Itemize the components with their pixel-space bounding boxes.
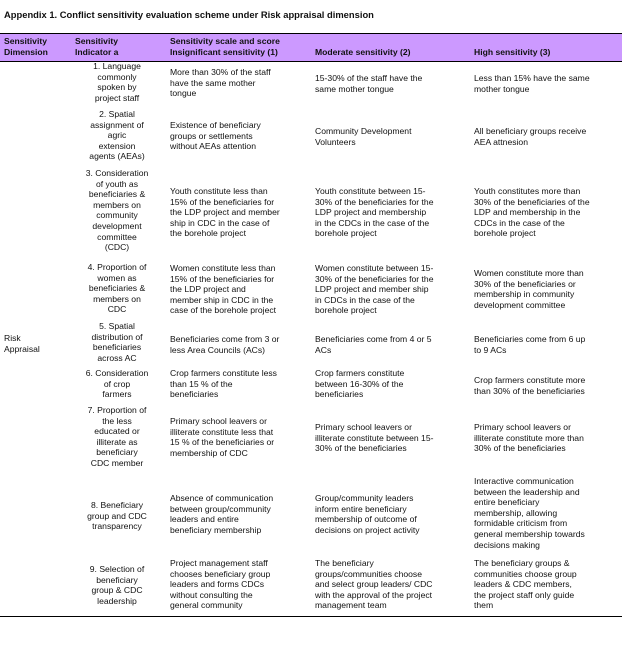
- row-9-moderate: The beneficiary groups/communities choose and select group leaders/ CDC with the approval of the project management team: [315, 558, 433, 611]
- row-2-indicator: 2. Spatial assignment of agric extension agents (AEAs): [89, 109, 145, 162]
- row-4-high: Women constitute more than 30% of the beneficiaries or membership in community development committee: [474, 268, 584, 310]
- row-7-moderate: Primary school leavers or illiterate constitute between 15- 30% of the beneficiaries: [315, 422, 434, 454]
- header-dimension: Sensitivity Dimension: [4, 36, 48, 57]
- row-7-high: Primary school leavers or illiterate constitute more than 30% of the beneficiaries: [474, 422, 584, 454]
- row-7-indicator: 7. Proportion of the less educated or illiterate as beneficiary CDC member: [87, 405, 147, 468]
- row-3-moderate: Youth constitute between 15- 30% of the beneficiaries for the LDP project and membership in the CDCs in the case of the borehole project: [315, 186, 434, 239]
- row-9-insignificant: Project management staff chooses beneficiary group leaders and forms CDCs without consulting the general community: [170, 558, 271, 611]
- row-3-indicator: 3. Consideration of youth as beneficiaries & members on community development committee (CDC): [85, 168, 149, 253]
- header-high: High sensitivity (3): [474, 47, 551, 57]
- row-1-insignificant: More than 30% of the staff have the same mother tongue: [170, 67, 271, 99]
- row-5-high: Beneficiaries come from 6 up to 9 ACs: [474, 334, 586, 355]
- row-5-indicator: 5. Spatial distribution of beneficiaries across AC: [91, 321, 143, 363]
- row-9-high: The beneficiary groups & communities choose group leaders & CDC members, the project staff only guide them: [474, 558, 577, 611]
- row-6-indicator: 6. Consideration of crop farmers: [85, 368, 149, 400]
- row-2-moderate: Community Development Volunteers: [315, 126, 412, 147]
- row-1-indicator: 1. Language commonly spoken by project staff: [93, 61, 141, 103]
- row-9-indicator: 9. Selection of beneficiary group & CDC leadership: [89, 564, 145, 606]
- row-4-moderate: Women constitute between 15- 30% of the beneficiaries for the LDP project and member ship in CDCs in the case of the borehole project: [315, 263, 434, 316]
- table-title: Appendix 1. Conflict sensitivity evaluation scheme under Risk appraisal dimension: [4, 9, 374, 20]
- row-1-high: Less than 15% have the same mother tongue: [474, 73, 590, 94]
- row-8-indicator: 8. Beneficiary group and CDC transparency: [87, 500, 147, 532]
- row-2-insignificant: Existence of beneficiary groups or settlements without AEAs attention: [170, 120, 261, 152]
- row-8-high: Interactive communication between the leadership and entire beneficiary membership, allowing formidable criticism from general membership towards decisions making: [474, 476, 585, 550]
- row-5-moderate: Beneficiaries come from 4 or 5 ACs: [315, 334, 432, 355]
- row-5-insignificant: Beneficiaries come from 3 or less Area Councils (ACs): [170, 334, 280, 355]
- header-indicator: Sensitivity Indicator a: [75, 36, 119, 57]
- table-bottom-rule: [0, 616, 622, 617]
- row-3-insignificant: Youth constitute less than 15% of the beneficiaries for the LDP project and member ship in CDC in the case of the borehole project: [170, 186, 280, 239]
- row-7-insignificant: Primary school leavers or illiterate constitute less that 15 % of the beneficiaries or membership of CDC: [170, 416, 275, 458]
- row-6-moderate: Crop farmers constitute between 16-30% of the beneficiaries: [315, 368, 405, 400]
- row-8-moderate: Group/community leaders inform entire beneficiary membership of outcome of decisions on project activity: [315, 493, 420, 535]
- row-1-moderate: 15-30% of the staff have the same mother tongue: [315, 73, 423, 94]
- row-6-insignificant: Crop farmers constitute less than 15 % of the beneficiaries: [170, 368, 277, 400]
- row-3-high: Youth constitutes more than 30% of the beneficiaries of the LDP and membership in the CDCs in the case of the borehole project: [474, 186, 590, 239]
- header-scale-group: Sensitivity scale and score: [170, 36, 280, 46]
- header-moderate: Moderate sensitivity (2): [315, 47, 411, 57]
- row-6-high: Crop farmers constitute more than 30% of the beneficiaries: [474, 375, 586, 396]
- row-2-high: All beneficiary groups receive AEA attnesion: [474, 126, 587, 147]
- row-4-indicator: 4. Proportion of women as beneficiaries & members on CDC: [87, 262, 147, 315]
- row-4-insignificant: Women constitute less than 15% of the beneficiaries for the LDP project and member ship in CDC in the case of the borehole project: [170, 263, 277, 316]
- dimension-label: Risk Appraisal: [4, 333, 40, 354]
- row-8-insignificant: Absence of communication between group/community leaders and entire beneficiary membership: [170, 493, 274, 535]
- header-insignificant: Insignificant sensitivity (1): [170, 47, 278, 57]
